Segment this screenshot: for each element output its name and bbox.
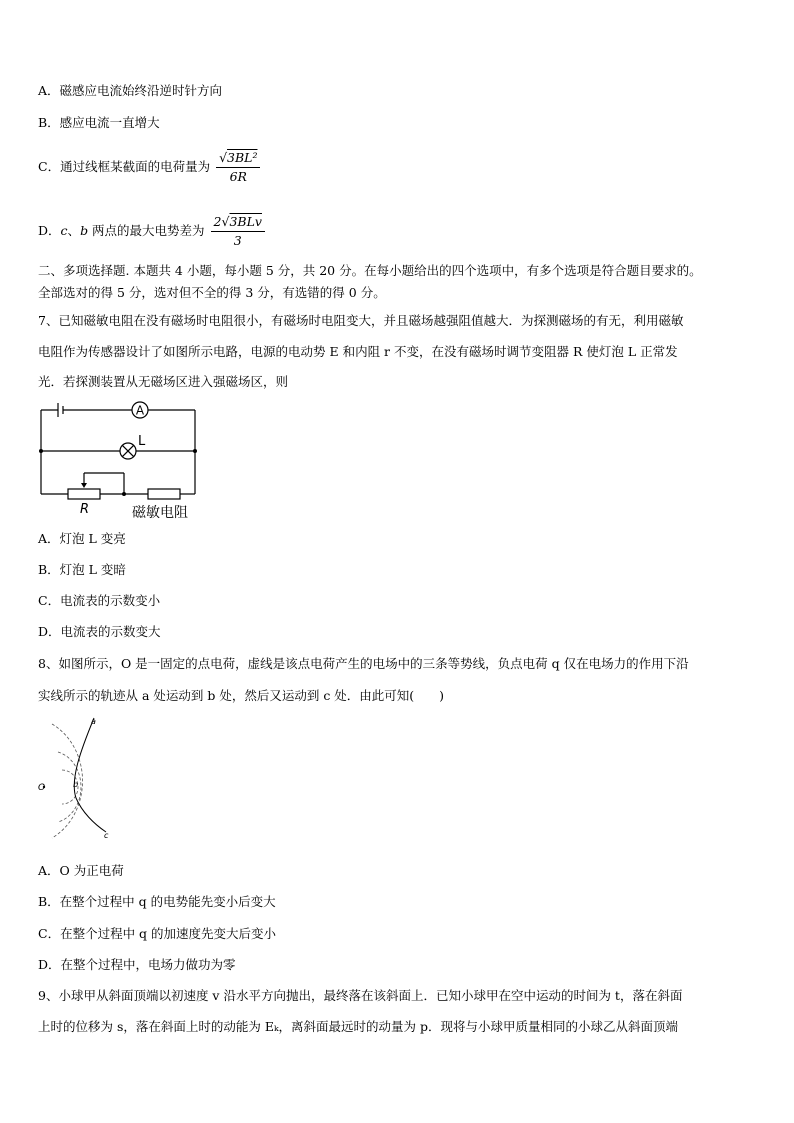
q6-option-d-text: 两点的最大电势差为	[88, 223, 205, 238]
q6-c-numerator: 3BL²	[227, 150, 258, 165]
section2-line1: 二、多项选择题. 本题共 4 小题，每小题 5 分，共 20 分。在每小题给出的四个选项中，有多个选项是符合题目要求的。	[38, 263, 702, 278]
q6-d-denominator: 3	[233, 233, 242, 248]
q8-option-b: B．在整个过程中 q 的电势能先变小后变大	[38, 894, 276, 909]
q7-option-a: A．灯泡 L 变亮	[38, 531, 126, 546]
q8-option-d: D．在整个过程中，电场力做功为零	[38, 957, 236, 972]
section2-line2: 全部选对的得 5 分，选对但不全的得 3 分，有选错的得 0 分。	[38, 285, 386, 300]
charge-o-label: O	[38, 783, 46, 793]
q6-option-d-fraction	[211, 214, 265, 249]
separator: 、	[67, 223, 81, 238]
q6-option-c-fraction	[216, 150, 260, 185]
q7-option-c: C．电流表的示数变小	[38, 593, 161, 608]
q6-option-d-label: D．	[38, 223, 61, 238]
point-b-label: b	[80, 223, 89, 238]
q6-option-c-text: C．通过线框某截面的电荷量为	[38, 159, 211, 174]
q6-c-denominator: 6R	[229, 169, 247, 184]
sqrt-sign: √	[221, 214, 230, 229]
q7-circuit-diagram	[36, 398, 206, 522]
q8-field-diagram	[36, 712, 136, 842]
point-b-label: b	[73, 780, 79, 789]
rheostat-label: R	[80, 502, 90, 517]
point-c-label: c	[60, 223, 68, 238]
q6-option-c	[38, 150, 260, 185]
ammeter-label: A	[135, 403, 145, 418]
q7-stem-line2: 电阻作为传感器设计了如图所示电路，电源的电动势 E 和内阻 r 不变，在没有磁场时调节变阻器 R 使灯泡 L 正常发	[38, 344, 678, 359]
q7-stem-line1: 7、已知磁敏电阻在没有磁场时电阻很小，有磁场时电阻变大，并且磁场越强阻值越大．为探测磁场的有无，利用磁敏	[38, 313, 684, 328]
q8-option-c: C．在整个过程中 q 的加速度先变大后变小	[38, 926, 277, 941]
point-a-label: a	[91, 717, 96, 726]
q7-option-d: D．电流表的示数变大	[38, 624, 161, 639]
lamp-label: L	[138, 434, 146, 449]
q8-stem-line2: 实线所示的轨迹从 a 处运动到 b 处，然后又运动到 c 处．由此可知( )	[38, 688, 445, 703]
q6-option-b: B．感应电流一直增大	[38, 115, 160, 130]
q9-stem-line1: 9、小球甲从斜面顶端以初速度 v 沿水平方向抛出，最终落在该斜面上．已知小球甲在空中运动的时间为 t，落在斜面	[38, 988, 683, 1003]
coefficient: 2	[213, 214, 222, 229]
q6-d-numerator: 3BLv	[229, 214, 262, 229]
q7-option-b: B．灯泡 L 变暗	[38, 562, 126, 577]
sqrt-sign: √	[219, 150, 228, 165]
slider-arrow-icon	[81, 483, 87, 488]
magnetoresistor-icon	[148, 489, 180, 499]
point-c-label: c	[104, 831, 109, 840]
q6-option-d	[38, 214, 265, 249]
q8-stem-line1: 8、如图所示，O 是一固定的点电荷，虚线是该点电荷产生的电场中的三条等势线，负点电荷 q 仅在电场力的作用下沿	[38, 656, 689, 671]
q9-stem-line2: 上时的位移为 s，落在斜面上时的动能为 Eₖ，离斜面最远时的动量为 p．现将与小球甲质量相同的小球乙从斜面顶端	[38, 1019, 679, 1034]
magnetoresistor-label: 磁敏电阻	[132, 505, 188, 521]
q8-option-a: A．O 为正电荷	[38, 863, 124, 878]
q6-option-a: A．磁感应电流始终沿逆时针方向	[38, 83, 223, 98]
q7-stem-line3: 光．若探测装置从无磁场区进入强磁场区，则	[38, 374, 289, 389]
rheostat-icon	[68, 489, 100, 499]
